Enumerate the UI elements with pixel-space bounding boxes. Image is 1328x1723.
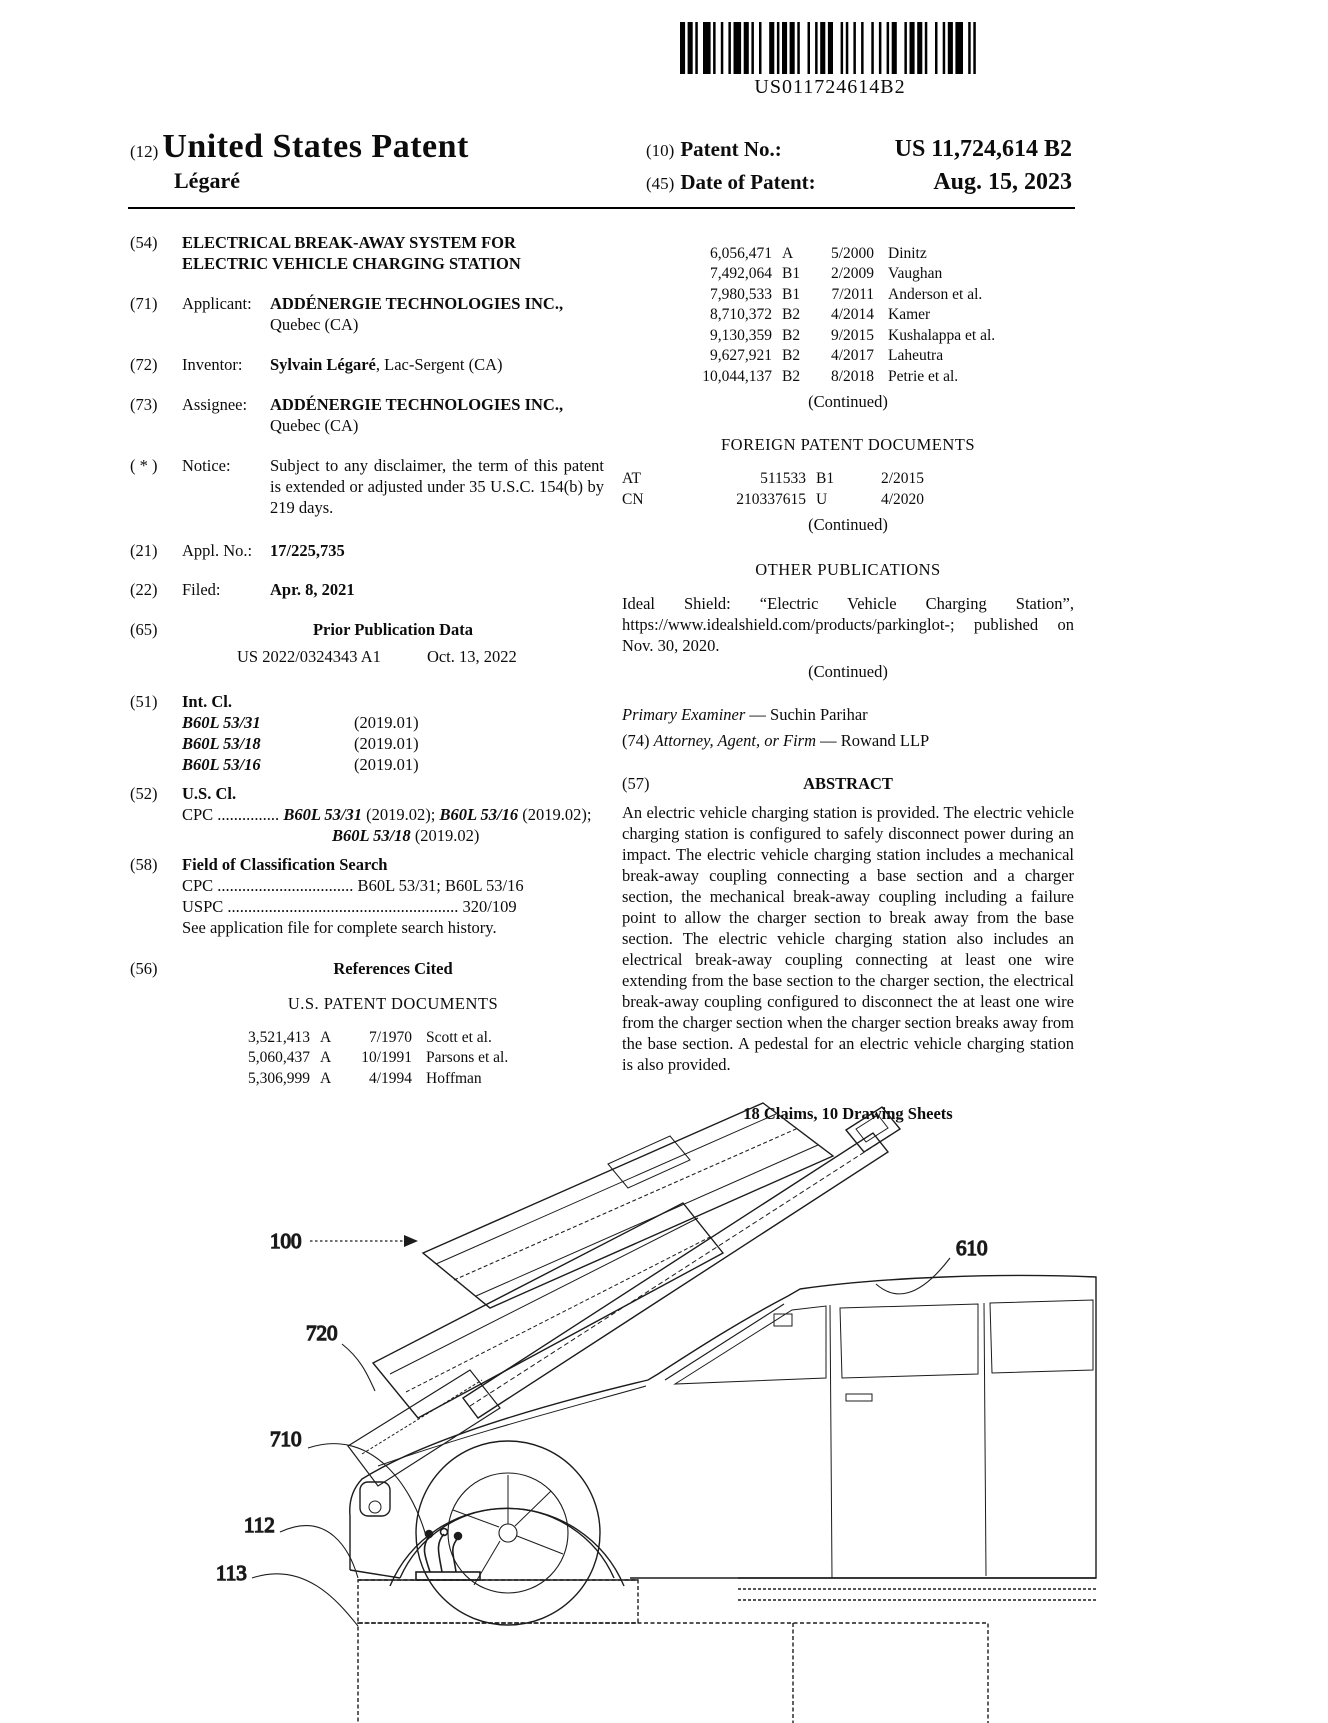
ref-100-label: 100 xyxy=(270,1229,302,1253)
applicant-label: Applicant: xyxy=(182,293,252,313)
us-cl-cpc-line: CPC ............... B60L 53/31 (2019.02); B60L 53/16 (2019.02); B60L 53/18 (2019.02) xyxy=(182,805,592,846)
right-column xyxy=(622,236,1074,1125)
abstract-code: (57) xyxy=(622,774,650,794)
field-code: ( * ) xyxy=(130,455,158,475)
ref-710-label: 710 xyxy=(270,1427,302,1451)
patent-date-value: Aug. 15, 2023 xyxy=(933,169,1072,195)
field-notice xyxy=(130,456,604,519)
continued-foreign: (Continued) xyxy=(808,514,888,534)
left-column xyxy=(130,233,604,1108)
fig-svg xyxy=(178,1078,1138,1723)
patent-date-row xyxy=(646,169,1072,196)
foreign-docs-heading: FOREIGN PATENT DOCUMENTS xyxy=(720,435,976,455)
prior-pub-number: US 2022/0324343 A1 xyxy=(237,647,381,667)
page-title: United States Patent xyxy=(162,128,469,165)
citation-row: 6,056,471 A 5/2000 Dinitz xyxy=(710,245,927,262)
citation-row: 7,492,064 B1 2/2009 Vaughan xyxy=(710,265,943,283)
us-patent-docs-heading: U.S. PATENT DOCUMENTS xyxy=(287,993,499,1013)
applicant-location: Quebec (CA) xyxy=(270,314,359,334)
header-rule xyxy=(128,207,1075,209)
int-cl-heading: Int. Cl. xyxy=(182,692,232,712)
assignee-label: Assignee: xyxy=(182,394,248,414)
abstract-text: An electric vehicle charging station is provided. The electric vehicle charging station is configured to safely disconnect power during an impact. The electric vehicle charging station includes a mechanical break-away coupling connecting a base section and a charger section, the mechanical break-away coupling including a failure point to allow the charger section to break away from the base section. The electric vehicle charging station also includes an electrical break-away coupling connecting at least one wire extending from the base section to the charger section, the electrical break-away coupling configured to disconnect the at least one wire from the charger section when the charger section breaks away from the base section. A pedestal for an electric vehicle charging station is also provided. xyxy=(622,803,1074,1074)
invention-title: ELECTRICAL BREAK-AWAY SYSTEM FOR ELECTRIC VEHICLE CHARGING STATION xyxy=(182,233,521,273)
continued-other: (Continued) xyxy=(808,661,888,681)
applicant-value xyxy=(270,294,604,336)
field-code: (65) xyxy=(130,620,158,640)
attorney-code: (74) xyxy=(622,731,650,751)
foreign-citations xyxy=(622,469,1074,510)
filed-value: Apr. 8, 2021 xyxy=(270,580,355,600)
header-right xyxy=(646,136,1072,202)
citation-row: 9,130,359 B2 9/2015 Kushalappa et al. xyxy=(710,326,996,344)
field-code: (71) xyxy=(130,293,158,313)
ref-113-label: 113 xyxy=(216,1561,247,1585)
inventor-surname: Légaré xyxy=(174,168,240,193)
field-code: (21) xyxy=(130,540,158,560)
field-58-classification-search xyxy=(130,855,604,939)
field-code: (72) xyxy=(130,354,158,374)
primary-examiner-label: Primary Examiner xyxy=(622,704,746,724)
patent-no-value: US 11,724,614 B2 xyxy=(894,136,1072,162)
field-56-references xyxy=(130,959,604,1089)
primary-examiner-line xyxy=(622,703,1074,728)
field-code: (56) xyxy=(130,958,158,978)
appl-no-value: 17/225,735 xyxy=(270,540,345,560)
citation-row: 7,980,533 B1 7/2011 Anderson et al. xyxy=(710,285,983,303)
assignee-value xyxy=(270,395,604,437)
field-52-us-cl xyxy=(130,784,604,847)
attorney-label: Attorney, Agent, or Firm xyxy=(653,731,817,751)
attorney-line xyxy=(622,729,1074,754)
kind-code-12: (12) xyxy=(130,142,159,161)
other-publication-text: Ideal Shield: “Electric Vehicle Charging Station”, https://www.idealshield.com/products/parkinglot-; published on Nov. 30, 2020. xyxy=(622,593,1074,655)
attorney-name: — Rowand LLP xyxy=(816,731,930,751)
field-21-appl-no xyxy=(130,541,604,562)
prior-pub-line xyxy=(237,647,604,668)
citation-row: 5,060,437 A 10/1991 Parsons et al. xyxy=(248,1049,509,1067)
references-heading: References Cited xyxy=(333,958,453,978)
search-uspc-line: USPC ........................................................ 320/109 xyxy=(182,896,517,916)
citation-row: 5,306,999 A 4/1994 Hoffman xyxy=(248,1069,482,1087)
field-54-title xyxy=(130,233,604,275)
notice-text: Subject to any disclaimer, the term of this patent is extended or adjusted under 35 U.S.C. 154(b) by 219 days. xyxy=(270,455,604,517)
ref-112-label: 112 xyxy=(244,1513,275,1537)
search-cpc-line: CPC ................................. B60L 53/31; B60L 53/16 xyxy=(182,875,524,895)
figure-drawing xyxy=(178,1078,1138,1723)
citation-row: 8,710,372 B2 4/2014 Kamer xyxy=(710,306,931,324)
figure-labels xyxy=(216,1229,988,1626)
int-cl-row: B60L 53/16 (2019.01) xyxy=(182,755,419,775)
field-72-inventor xyxy=(130,355,604,376)
us-cl-heading: U.S. Cl. xyxy=(182,784,237,804)
continued-us: (Continued) xyxy=(808,392,888,412)
field-73-assignee xyxy=(130,395,604,437)
int-cl-row: B60L 53/18 (2019.01) xyxy=(182,734,419,754)
inventor-name: Sylvain Légaré xyxy=(270,354,376,374)
int-cl-row: B60L 53/31 (2019.01) xyxy=(182,713,419,733)
barcode-block xyxy=(588,22,1072,99)
examiner-block xyxy=(622,703,1074,755)
ref-720-label: 720 xyxy=(306,1321,338,1345)
field-search-heading: Field of Classification Search xyxy=(182,855,388,875)
prior-pub-date: Oct. 13, 2022 xyxy=(426,647,517,667)
abstract-heading: ABSTRACT xyxy=(803,774,893,794)
claims-line: 18 Claims, 10 Drawing Sheets xyxy=(743,1103,953,1123)
field-65-prior-publication xyxy=(130,620,604,668)
field-22-filed xyxy=(130,580,604,601)
patent-no-label: Patent No.: xyxy=(680,137,782,161)
field-code: (54) xyxy=(130,233,158,252)
citation-row: CN 210337615 U 4/2020 xyxy=(622,490,924,508)
patent-date-label: Date of Patent: xyxy=(680,170,816,194)
prior-pub-heading: Prior Publication Data xyxy=(312,620,474,640)
field-71-applicant xyxy=(130,294,604,336)
field-code: (58) xyxy=(130,855,158,875)
applicant-name: ADDÉNERGIE TECHNOLOGIES INC., xyxy=(270,293,564,313)
assignee-location: Quebec (CA) xyxy=(270,415,359,435)
field-code: (52) xyxy=(130,784,158,804)
header-left xyxy=(130,128,469,194)
us-citations-right xyxy=(622,244,1074,387)
citation-row: AT 511533 B1 2/2015 xyxy=(622,470,924,488)
citation-row: 9,627,921 B2 4/2017 Laheutra xyxy=(710,347,944,365)
ref-610-label: 610 xyxy=(956,1236,988,1260)
inventor-label: Inventor: xyxy=(182,354,243,374)
int-cl-list xyxy=(182,713,604,776)
notice-label: Notice: xyxy=(182,455,231,475)
field-code: (73) xyxy=(130,394,158,414)
abstract-header xyxy=(622,774,1074,795)
charging-station xyxy=(348,1103,900,1486)
inventor-value xyxy=(270,355,604,376)
primary-examiner-name: — Suchin Parihar xyxy=(745,704,868,724)
code-10: (10) xyxy=(646,141,675,160)
code-45: (45) xyxy=(646,174,675,193)
barcode-number: US011724614B2 xyxy=(754,76,906,98)
patent-no-row xyxy=(646,136,1072,163)
citation-row: 3,521,413 A 7/1970 Scott et al. xyxy=(248,1028,492,1046)
field-51-int-cl xyxy=(130,692,604,776)
assignee-name: ADDÉNERGIE TECHNOLOGIES INC., xyxy=(270,394,564,414)
barcode-image xyxy=(680,22,981,74)
inventor-location: , Lac-Sergent (CA) xyxy=(375,354,503,374)
field-code: (51) xyxy=(130,692,158,712)
pedestal-base xyxy=(358,1623,988,1723)
field-code: (22) xyxy=(130,580,158,600)
filed-label: Filed: xyxy=(182,580,221,600)
search-note: See application file for complete search history. xyxy=(182,917,497,937)
citation-row: 10,044,137 B2 8/2018 Petrie et al. xyxy=(702,367,959,385)
appl-no-label: Appl. No.: xyxy=(182,540,253,560)
pedestal-top xyxy=(358,1580,638,1623)
other-pубs-heading: OTHER PUBLICATIONS xyxy=(755,559,941,579)
